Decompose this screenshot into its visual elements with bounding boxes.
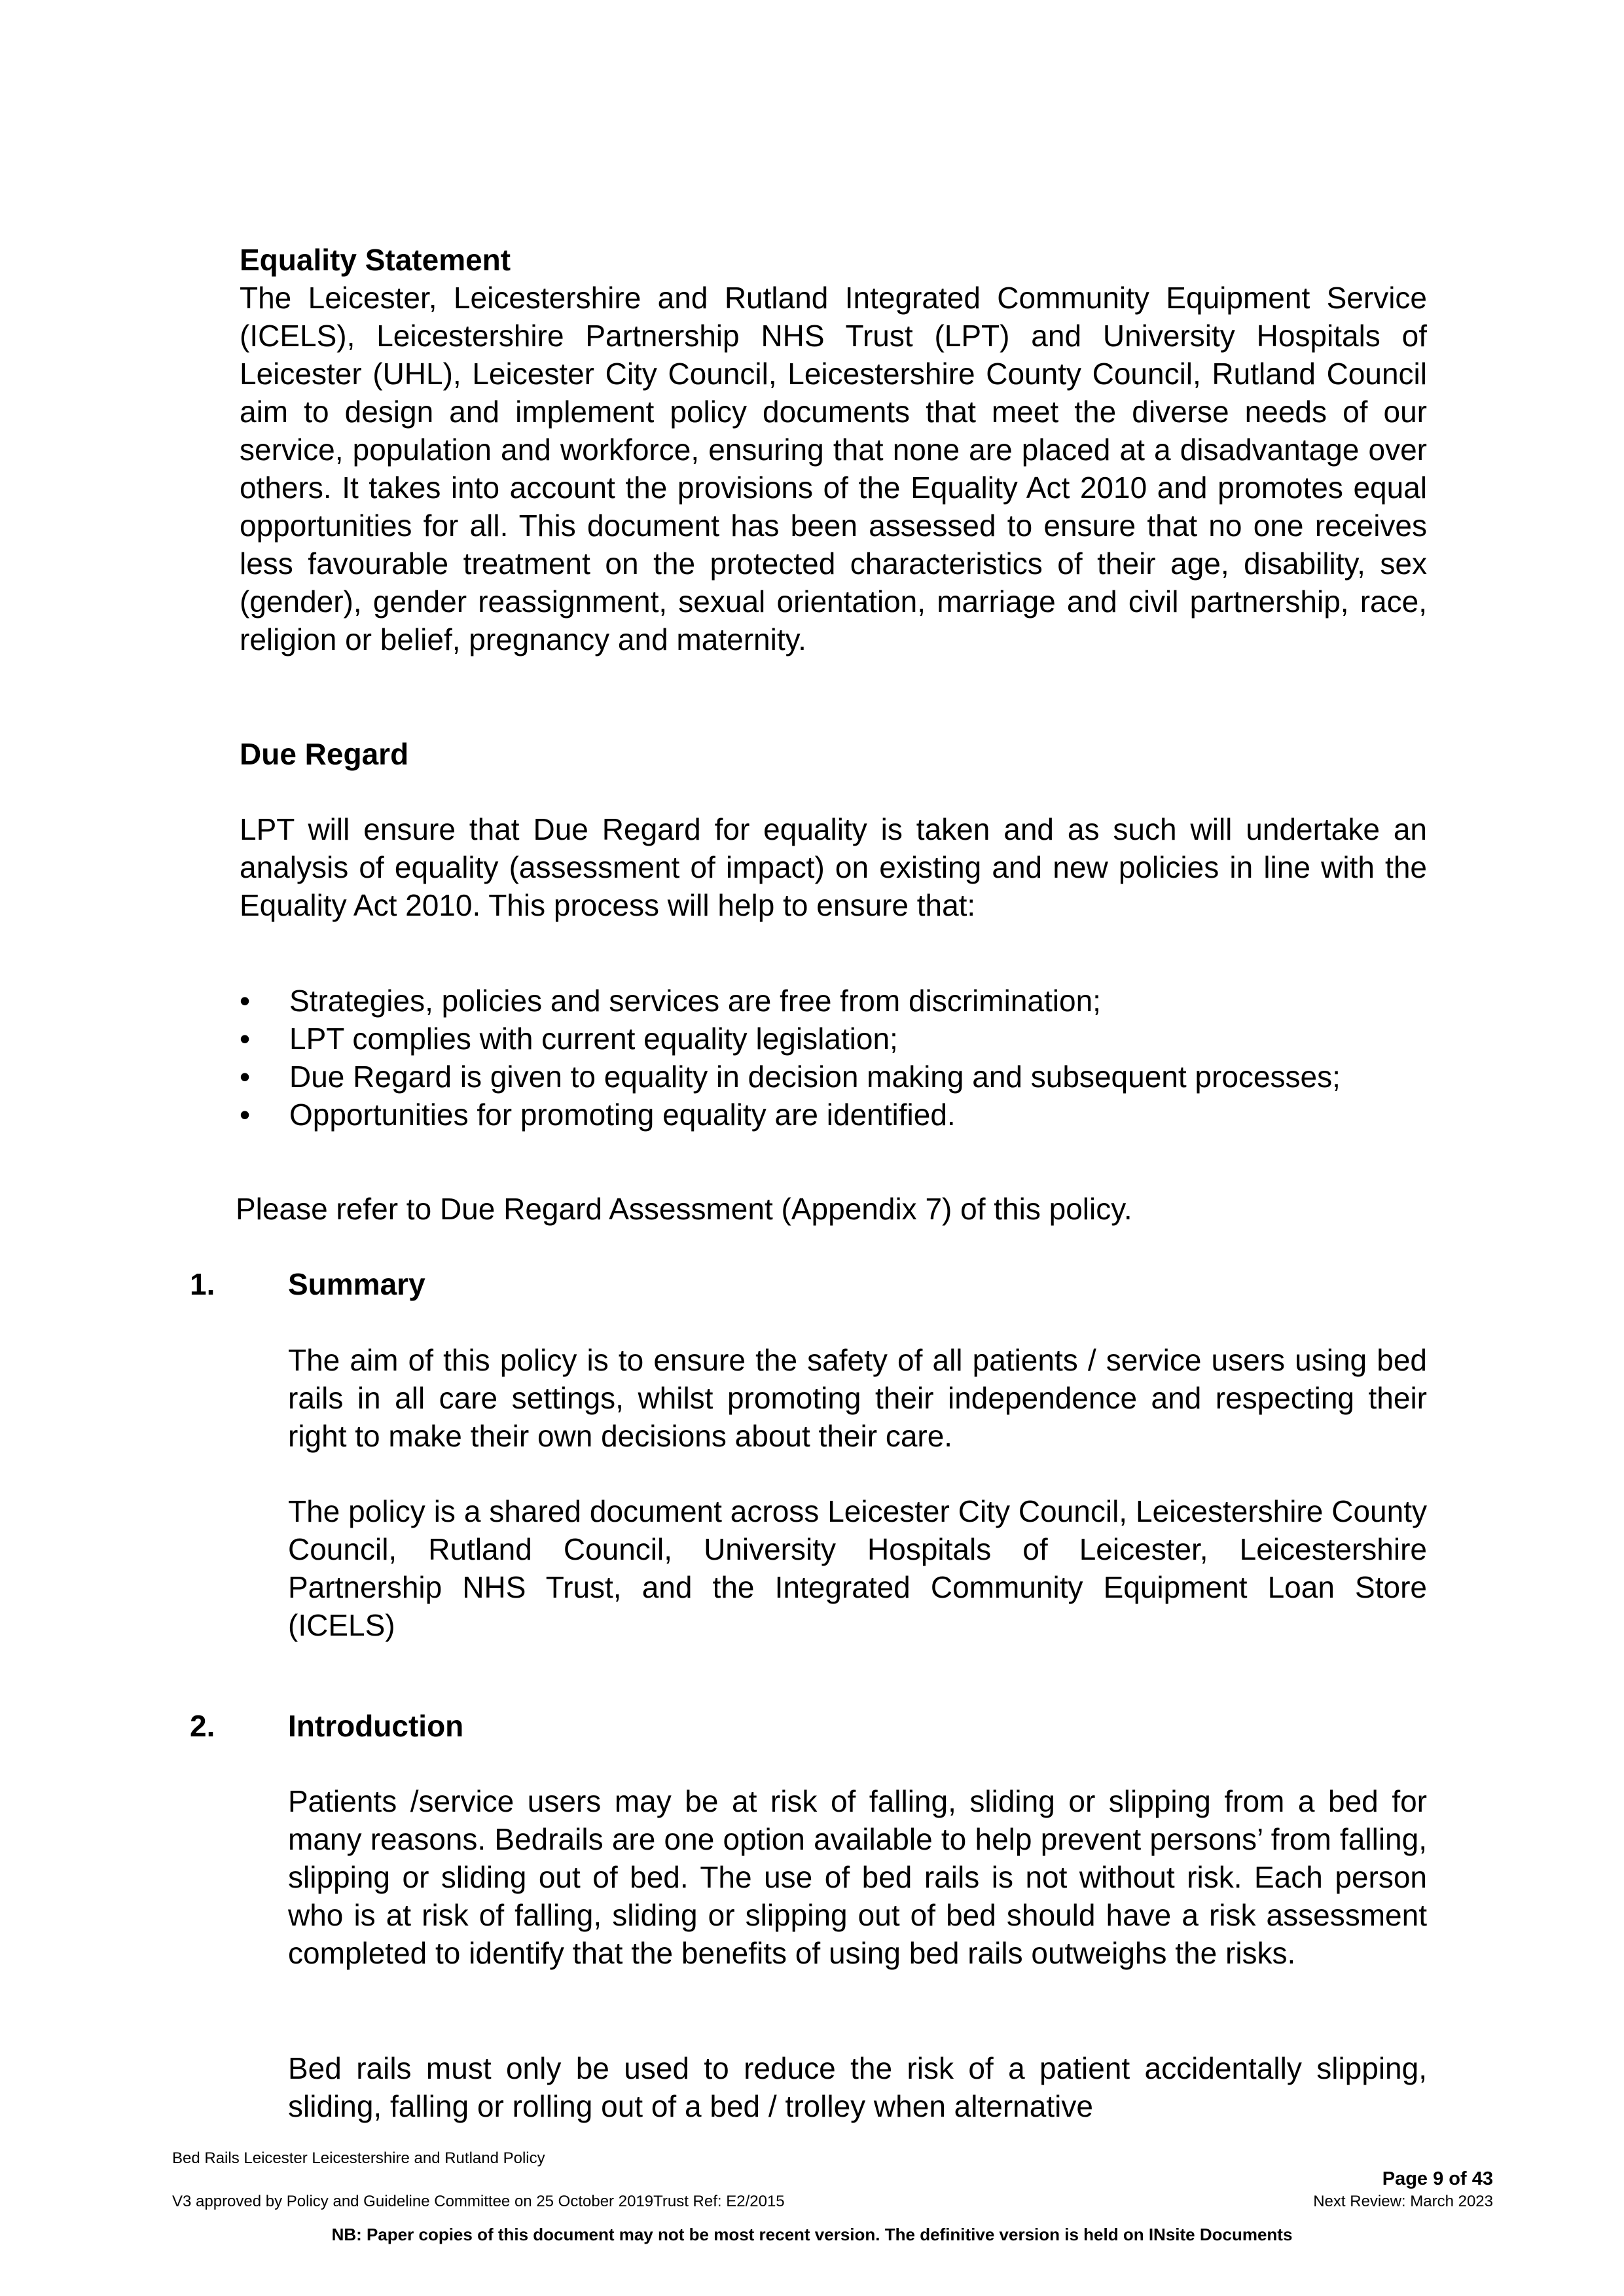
section-1-title: Summary — [288, 1267, 425, 1301]
equality-statement-body: The Leicester, Leicestershire and Rutland Integrated Community Equipment Service (ICELS), Leicestershire Partnership NHS Trust (LPT) and University Hospitals of Leicester (UHL), Leicester City Council, Leicestershire County Council, Rutland Council aim to design and implement policy documents that meet the diverse needs of our service, population and workforce, ensuring that none are placed at a disadvantage over others. It takes into account the provisions of the Equality Act 2010 and promotes equal opportunities for all. This document has been assessed to ensure that no one receives less favourable treatment on the protected characteristics of their age, disability, sex (gender), gender reassignment, sexual orientation, marriage and civil partnership, race, religion or belief, pregnancy and maternity. — [240, 281, 1427, 656]
bullet-icon: • — [240, 1098, 251, 1132]
due-regard-section — [240, 735, 1427, 773]
section-1-paragraph-1-block — [288, 1341, 1427, 1455]
section-2-title: Introduction — [288, 1709, 464, 1743]
due-regard-intro-block — [240, 810, 1427, 924]
footer-next-review: Next Review: March 2023 — [1313, 2193, 1493, 2210]
section-1-number: 1. — [190, 1267, 215, 1301]
bullet-item — [240, 1020, 1427, 1058]
section-2-paragraph-2: Bed rails must only be used to reduce the risk of a patient accidentally slipping, sliding, falling or rolling out of a bed / trolley when alternative — [288, 2051, 1427, 2123]
section-2-title-block — [288, 1707, 1427, 1745]
bullet-item — [240, 1096, 1427, 1134]
section-1-paragraph-1: The aim of this policy is to ensure the safety of all patients / service users using bed rails in all care settings, whilst promoting their independence and respecting their right to make their own decisions about their care. — [288, 1343, 1427, 1453]
bullet-text: Strategies, policies and services are free from discrimination; — [289, 984, 1101, 1018]
equality-statement-heading: Equality Statement — [240, 243, 511, 277]
equality-statement-section — [240, 241, 1427, 658]
due-regard-refer: Please refer to Due Regard Assessment (Appendix 7) of this policy. — [236, 1192, 1132, 1226]
bullet-item — [240, 1058, 1427, 1096]
footer-doc-title: Bed Rails Leicester Leicestershire and Rutland Policy — [172, 2149, 545, 2167]
section-1-paragraph-2-block — [288, 1492, 1427, 1644]
due-regard-refer-block — [236, 1190, 1423, 1228]
due-regard-bullet-list — [240, 982, 1427, 1134]
section-2-paragraph-2-block — [288, 2049, 1427, 2125]
bullet-item — [240, 982, 1427, 1020]
due-regard-intro: LPT will ensure that Due Regard for equality is taken and as such will undertake an analysis of equality (assessment of impact) on existing and new policies in line with the Equality Act 2010. This process will help to ensure that: — [240, 812, 1427, 922]
due-regard-heading: Due Regard — [240, 737, 409, 771]
footer-approval: V3 approved by Policy and Guideline Committee on 25 October 2019Trust Ref: E2/2015 — [172, 2193, 785, 2210]
section-1-paragraph-2: The policy is a shared document across Leicester City Council, Leicestershire County Council, Rutland Council, University Hospitals of Leicester, Leicestershire Partnership NHS Trust, and the Integrated Community Equipment Loan Store (ICELS) — [288, 1494, 1427, 1642]
bullet-icon: • — [240, 1060, 251, 1094]
bullet-text: Due Regard is given to equality in decision making and subsequent processes; — [289, 1060, 1341, 1094]
footer-page-number: Page 9 of 43 — [1382, 2168, 1493, 2189]
section-2-number: 2. — [190, 1709, 215, 1743]
section-2-paragraph-1-block — [288, 1782, 1427, 1972]
section-1-title-block — [288, 1265, 1427, 1303]
bullet-text: Opportunities for promoting equality are identified. — [289, 1098, 956, 1132]
section-2-paragraph-1: Patients /service users may be at risk of falling, sliding or slipping from a bed for many reasons. Bedrails are one option available to help prevent persons’ from falling, slipping or sliding out of bed. The use of bed rails is not without risk. Each person who is at risk of falling, sliding or slipping out of bed should have a risk assessment completed to identify that the benefits of using bed rails outweighs the risks. — [288, 1784, 1427, 1970]
bullet-icon: • — [240, 984, 251, 1018]
bullet-icon: • — [240, 1022, 251, 1056]
bullet-text: LPT complies with current equality legislation; — [289, 1022, 898, 1056]
footer-notice: NB: Paper copies of this document may not be most recent version. The definitive version is held on INsite Documents — [331, 2225, 1293, 2244]
